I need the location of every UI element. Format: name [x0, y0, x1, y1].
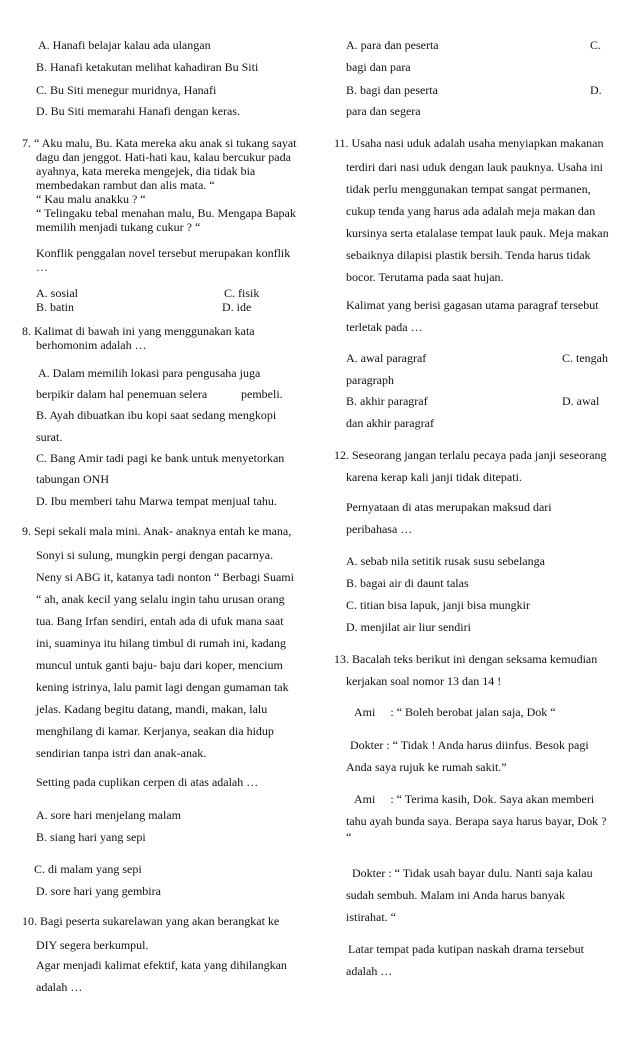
q8-option-d: D. Ibu memberi tahu Marwa tempat menjual tahu. — [36, 494, 277, 508]
q7-text-line: “ Telingaku tebal menahan malu, Bu. Mengapa Bapak — [36, 206, 296, 220]
q10-text-line: adalah … — [36, 980, 83, 994]
q13-dialogue-ami: Ami : “ Boleh berobat jalan saja, Dok “ — [354, 705, 556, 719]
q11-text-line: terdiri dari nasi uduk dengan lauk pauknya. Usaha ini — [346, 160, 603, 174]
q11-text-line: cukup tenda yang harus ada adalah meja makan dan — [346, 204, 596, 218]
q9-option-a: A. sore hari menjelang malam — [36, 808, 181, 822]
q7-text-line: “ Kau malu anakku ? “ — [36, 192, 146, 206]
q10-option-d-text: para dan segera — [346, 104, 421, 118]
q9-option-c: C. di malam yang sepi — [34, 862, 142, 876]
q6-option-a: A. Hanafi belajar kalau ada ulangan — [38, 38, 211, 52]
q12-option-c: C. titian bisa lapuk, janji bisa mungkir — [346, 598, 530, 612]
q9-prompt: Setting pada cuplikan cerpen di atas adalah … — [36, 775, 259, 789]
q7-option-c: C. fisik — [224, 286, 260, 300]
q9-option-d: D. sore hari yang gembira — [36, 884, 161, 898]
q6-option-c: C. Bu Siti menegur muridnya, Hanafi — [36, 83, 217, 97]
q11-option-d-cont: dan akhir paragraf — [346, 416, 434, 430]
q12-prompt: peribahasa … — [346, 522, 413, 536]
q7-option-a: A. sosial — [36, 286, 78, 300]
q10-text-line: 10. Bagi peserta sukarelawan yang akan berangkat ke — [22, 914, 280, 928]
q13-dialogue-dokter: sudah sembuh. Malam ini Anda harus banyak — [346, 888, 565, 902]
q11-text-line: sebaiknya dilapisi plastik bersih. Tenda harus tidak — [346, 248, 591, 262]
q9-text-line: jelas. Kadang begitu datang, mandi, makan, lalu — [36, 702, 268, 716]
q7-text-line: dagu dan jenggot. Hati-hati kau, kalau bercukur pada — [36, 150, 291, 164]
q12-option-a: A. sebab nila setitik rusak susu sebelanga — [346, 554, 545, 568]
q9-text-line: muncul untuk ganti baju- baju dari koper, mencium — [36, 658, 283, 672]
q7-text-line: memilih menjadi tukang cukur ? “ — [36, 220, 201, 234]
q9-text-line: kening istrinya, lalu pamit lagi dengan gumaman tak — [36, 680, 289, 694]
q8-option-b: B. Ayah dibuatkan ibu kopi saat sedang mengkopi — [36, 408, 277, 422]
q13-dialogue-dokter: istirahat. “ — [346, 910, 396, 924]
q10-text-line: DIY segera berkumpul. — [36, 938, 149, 952]
q7-text-line: membedakan rambut dan alis mata. “ — [36, 178, 215, 192]
q9-option-b: B. siang hari yang sepi — [36, 830, 146, 844]
q9-text-line: menghilang di kamar. Kerjanya, seakan dia hidup — [36, 724, 274, 738]
q9-text-line: Neny si ABG it, katanya tadi nonton “ Berbagi Suami — [36, 570, 294, 584]
q12-option-d: D. menjilat air liur sendiri — [346, 620, 471, 634]
q12-prompt: Pernyataan di atas merupakan maksud dari — [346, 500, 552, 514]
q9-text-line: tua. Bang Irfan sendiri, entah ada di ufuk mana saat — [36, 614, 284, 628]
q13-dialogue-ami: “ — [346, 830, 352, 844]
q12-text-line: 12. Seseorang jangan terlalu pecaya pada janji seseorang — [334, 448, 607, 462]
q11-option-c-cont: paragraph — [346, 373, 394, 387]
q7-prompt: … — [36, 260, 48, 274]
q7-option-d: D. ide — [222, 300, 252, 314]
q9-text-line: 9. Sepi sekali mala mini. Anak- anaknya entah ke mana, — [22, 524, 292, 538]
q10-option-c-label: C. — [590, 38, 602, 52]
q9-text-line: “ ah, anak kecil yang selalu ingin tahu urusan orang — [36, 592, 285, 606]
q8-option-c: C. Bang Amir tadi pagi ke bank untuk menyetorkan — [36, 451, 285, 465]
q8-text-line: 8. Kalimat di bawah ini yang menggunakan kata — [22, 324, 255, 338]
q11-text-line: 11. Usaha nasi uduk adalah usaha menyiapkan makanan — [334, 136, 604, 150]
q8-option-a: A. Dalam memilih lokasi para pengusaha juga — [38, 366, 261, 380]
q6-option-b: B. Hanafi ketakutan melihat kahadiran Bu Siti — [36, 60, 259, 74]
q7-option-b: B. batin — [36, 300, 74, 314]
q7-text-line: ayahnya, kata mereka mengejek, dia tidak bia — [36, 164, 256, 178]
q8-text-line: berhomonim adalah … — [36, 338, 147, 352]
q7-prompt: Konflik penggalan novel tersebut merupakan konflik — [36, 246, 291, 260]
q8-option-b: surat. — [36, 430, 63, 444]
q11-option-d: D. awal — [562, 394, 600, 408]
q10-option-a: A. para dan peserta — [346, 38, 439, 52]
q8-option-a: berpikir dalam hal penemuan selera — [36, 387, 208, 401]
q11-text-line: kursinya serta etalalase tempat lauk pauk. Meja makan — [346, 226, 609, 240]
q10-option-b: B. bagi dan peserta — [346, 83, 438, 97]
q8-option-a: pembeli. — [241, 387, 283, 401]
q7-text-line: 7. “ Aku malu, Bu. Kata mereka aku anak si tukang sayat — [22, 136, 297, 150]
q13-dialogue-dokter: Dokter : “ Tidak usah bayar dulu. Nanti saja kalau — [352, 866, 593, 880]
q13-prompt: adalah … — [346, 964, 393, 978]
q11-text-line: tidak perlu menggunakan tempat sangat permanen, — [346, 182, 591, 196]
q13-prompt: Latar tempat pada kutipan naskah drama tersebut — [348, 942, 584, 956]
q13-dialogue-ami: Ami : “ Terima kasih, Dok. Saya akan memberi — [354, 792, 595, 806]
q13-dialogue-dokter: Anda saya rujuk ke rumah sakit.” — [346, 760, 507, 774]
q11-option-c: C. tengah — [562, 351, 608, 365]
q10-text-line: Agar menjadi kalimat efektif, kata yang dihilangkan — [36, 958, 287, 972]
q9-text-line: sendirian tanpa istri dan anak-anak. — [36, 746, 207, 760]
q13-dialogue-dokter: Dokter : “ Tidak ! Anda harus diinfus. Besok pagi — [350, 738, 589, 752]
q8-option-c: tabungan ONH — [36, 472, 109, 486]
q13-text-line: 13. Bacalah teks berikut ini dengan seksama kemudian — [334, 652, 598, 666]
q12-option-b: B. bagai air di daunt talas — [346, 576, 469, 590]
q9-text-line: Sonyi si sulung, mungkin pergi dengan pacarnya. — [36, 548, 274, 562]
q11-prompt: Kalimat yang berisi gagasan utama paragraf tersebut — [346, 298, 599, 312]
q12-text-line: karena kerap kali janji tidak ditepati. — [346, 470, 522, 484]
q13-text-line: kerjakan soal nomor 13 dan 14 ! — [346, 674, 502, 688]
q6-option-d: D. Bu Siti memarahi Hanafi dengan keras. — [36, 104, 240, 118]
q11-text-line: bocor. Terutama pada saat hujan. — [346, 270, 504, 284]
q11-prompt: terletak pada … — [346, 320, 423, 334]
q10-option-c-text: bagi dan para — [346, 60, 411, 74]
q11-option-a: A. awal paragraf — [346, 351, 427, 365]
q13-dialogue-ami: tahu ayah bunda saya. Berapa saya harus bayar, Dok ? — [346, 814, 607, 828]
q11-option-b: B. akhir paragraf — [346, 394, 428, 408]
q9-text-line: ini, suaminya itu hilang timbul di rumah ini, kadang — [36, 636, 286, 650]
q10-option-d-label: D. — [590, 83, 602, 97]
